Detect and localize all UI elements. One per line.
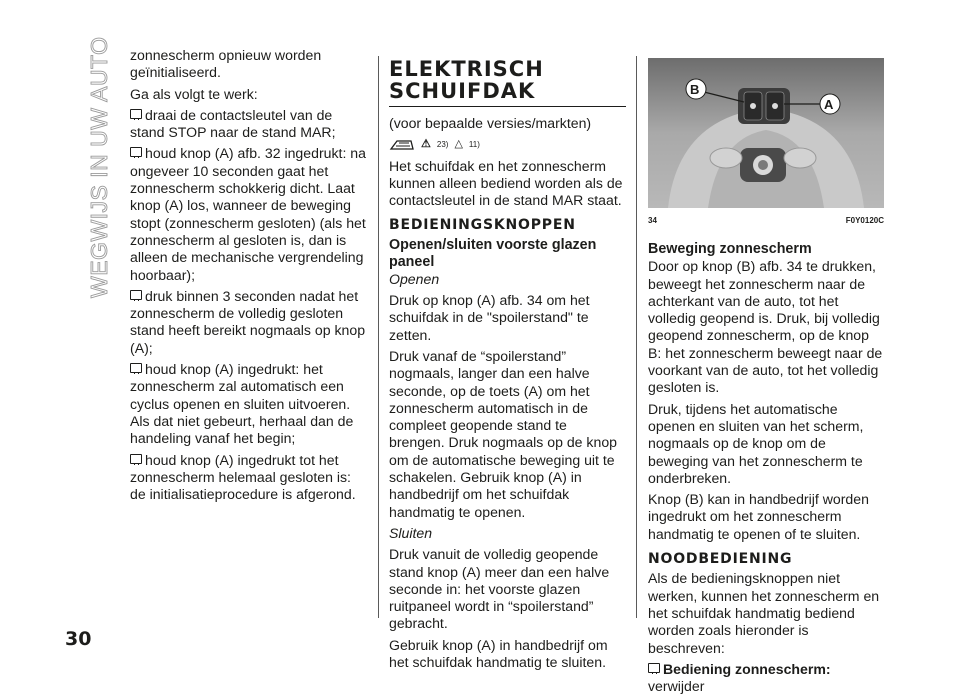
paragraph: Knop (B) kan in handbedrijf worden ingedrukt om het zonnescherm handmatig te openen of te sluiten. <box>648 491 869 542</box>
list-item: druk binnen 3 seconden nadat het zonnescherm de volledig gesloten stand heeft bereikt nogmaals op knop (A); <box>130 287 366 356</box>
list-item: Bediening zonnescherm: verwijder <box>648 660 831 695</box>
paragraph: Druk, tijdens het automatische openen en sluiten van het scherm, nogmaals op de knop om de beweging van het zonnescherm te onderbreken. <box>648 400 864 486</box>
warning-triangle-icon: ⚠ <box>421 138 431 151</box>
reference-number: 23) <box>436 140 449 150</box>
figure-number: 34 <box>648 216 657 225</box>
car-bullet-icon <box>130 363 142 373</box>
chapter-title: WEGWIJS IN UW AUTO <box>86 36 112 298</box>
column-1 <box>130 47 366 507</box>
list-item: draai de contactsleutel van de stand STOP naar de stand MAR; <box>130 106 336 141</box>
column-3 <box>648 58 884 699</box>
version-note: (voor bepaalde versies/markten) <box>389 115 592 131</box>
paragraph: Ga als volgt te werk: <box>130 85 258 102</box>
caution-triangle-icon: △ <box>454 138 463 151</box>
paragraph: Gebruik knop (A) in handbedrijf om het schuifdak handmatig te sluiten. <box>389 636 608 671</box>
car-bullet-icon <box>648 663 660 673</box>
label-open: Openen <box>389 270 440 287</box>
car-bullet-icon <box>130 109 142 119</box>
list-item: houd knop (A) ingedrukt: het zonnescherm zal automatisch een cyclus openen en sluiten uitvoeren. Als dat niet gebeurt, herhaal dan de handeling vanaf het begin; <box>130 361 354 447</box>
roof-console-illustration <box>648 58 884 208</box>
section-heading: BEDIENINGSKNOPPEN <box>389 217 576 234</box>
column-2 <box>389 52 626 675</box>
label-close: Sluiten <box>389 524 433 541</box>
subheading: Openen/sluiten voorste glazen paneel <box>389 236 597 270</box>
list-item: houd knop (A) afb. 32 ingedrukt: na ongeveer 10 seconden gaat het zonnescherm schokkerig dicht. Laat knop (A) los, wanneer de beweging stopt (zonnescherm gesloten) (als het zonnescherm al gesloten is, dan is alleen de mechanische vergrendeling hoorbaar); <box>130 145 366 283</box>
section-heading: NOODBEDIENING <box>648 551 793 568</box>
paragraph: Druk op knop (A) afb. 34 om het schuifdak in de "spoilerstand" te zetten. <box>389 292 590 343</box>
paragraph: Druk vanuit de volledig geopende stand knop (A) meer dan een halve seconde in: het voorste glazen ruitpaneel wordt in “spoilerstand” gebracht. <box>389 546 610 632</box>
figure-caption <box>648 212 884 229</box>
page-number: 30 <box>65 628 92 650</box>
section-heading: ELEKTRISCH SCHUIFDAK <box>389 58 626 107</box>
paragraph: Het schuifdak en het zonnescherm kunnen alleen bediend worden als de contactsleutel in de stand MAR staat. <box>389 157 623 209</box>
figure-code: F0Y0120C <box>845 216 884 225</box>
car-bullet-icon <box>130 290 142 300</box>
car-bullet-icon <box>130 454 142 464</box>
column-divider <box>636 56 637 618</box>
paragraph: Druk vanaf de “spoilerstand” nogmaals, langer dan een halve seconde, op de toets (A) om het zonnescherm automatisch in de compleet geopende stand te brengen. Druk nogmaals op de knop om de automatische beweging uit te schakelen. Gebruik knop (A) in handbedrijf om het schuifdak handmatig te openen. <box>389 347 617 520</box>
callout-a: A <box>824 97 834 112</box>
list-item: houd knop (A) ingedrukt tot het zonnescherm helemaal gesloten is: de initialisatieprocedure is afgerond. <box>130 451 356 503</box>
column-divider <box>378 56 379 618</box>
car-bullet-icon <box>130 147 142 157</box>
paragraph: Door op knop (B) afb. 34 te drukken, beweegt het zonnescherm naar de achterkant van de auto, tot het volledig geopend is. Druk, bij volledig geopend zonnescherm, op de knop B: het zonnescherm beweegt naar de voorkant van de auto, tot het volledig gesloten is. <box>648 258 883 396</box>
paragraph: Als de bedieningsknoppen niet werken, kunnen het zonnescherm en het schuifdak handmatig bediend worden zoals hieronder is beschreven: <box>648 570 880 656</box>
paragraph: zonnescherm opnieuw worden geïnitialiseerd. <box>130 47 322 81</box>
figure-image <box>648 58 884 208</box>
reference-number: 11) <box>468 140 480 150</box>
sunroof-icon <box>389 138 415 152</box>
subheading: Beweging zonnescherm <box>648 241 812 258</box>
reference-icons <box>389 136 626 153</box>
callout-b: B <box>690 82 700 97</box>
